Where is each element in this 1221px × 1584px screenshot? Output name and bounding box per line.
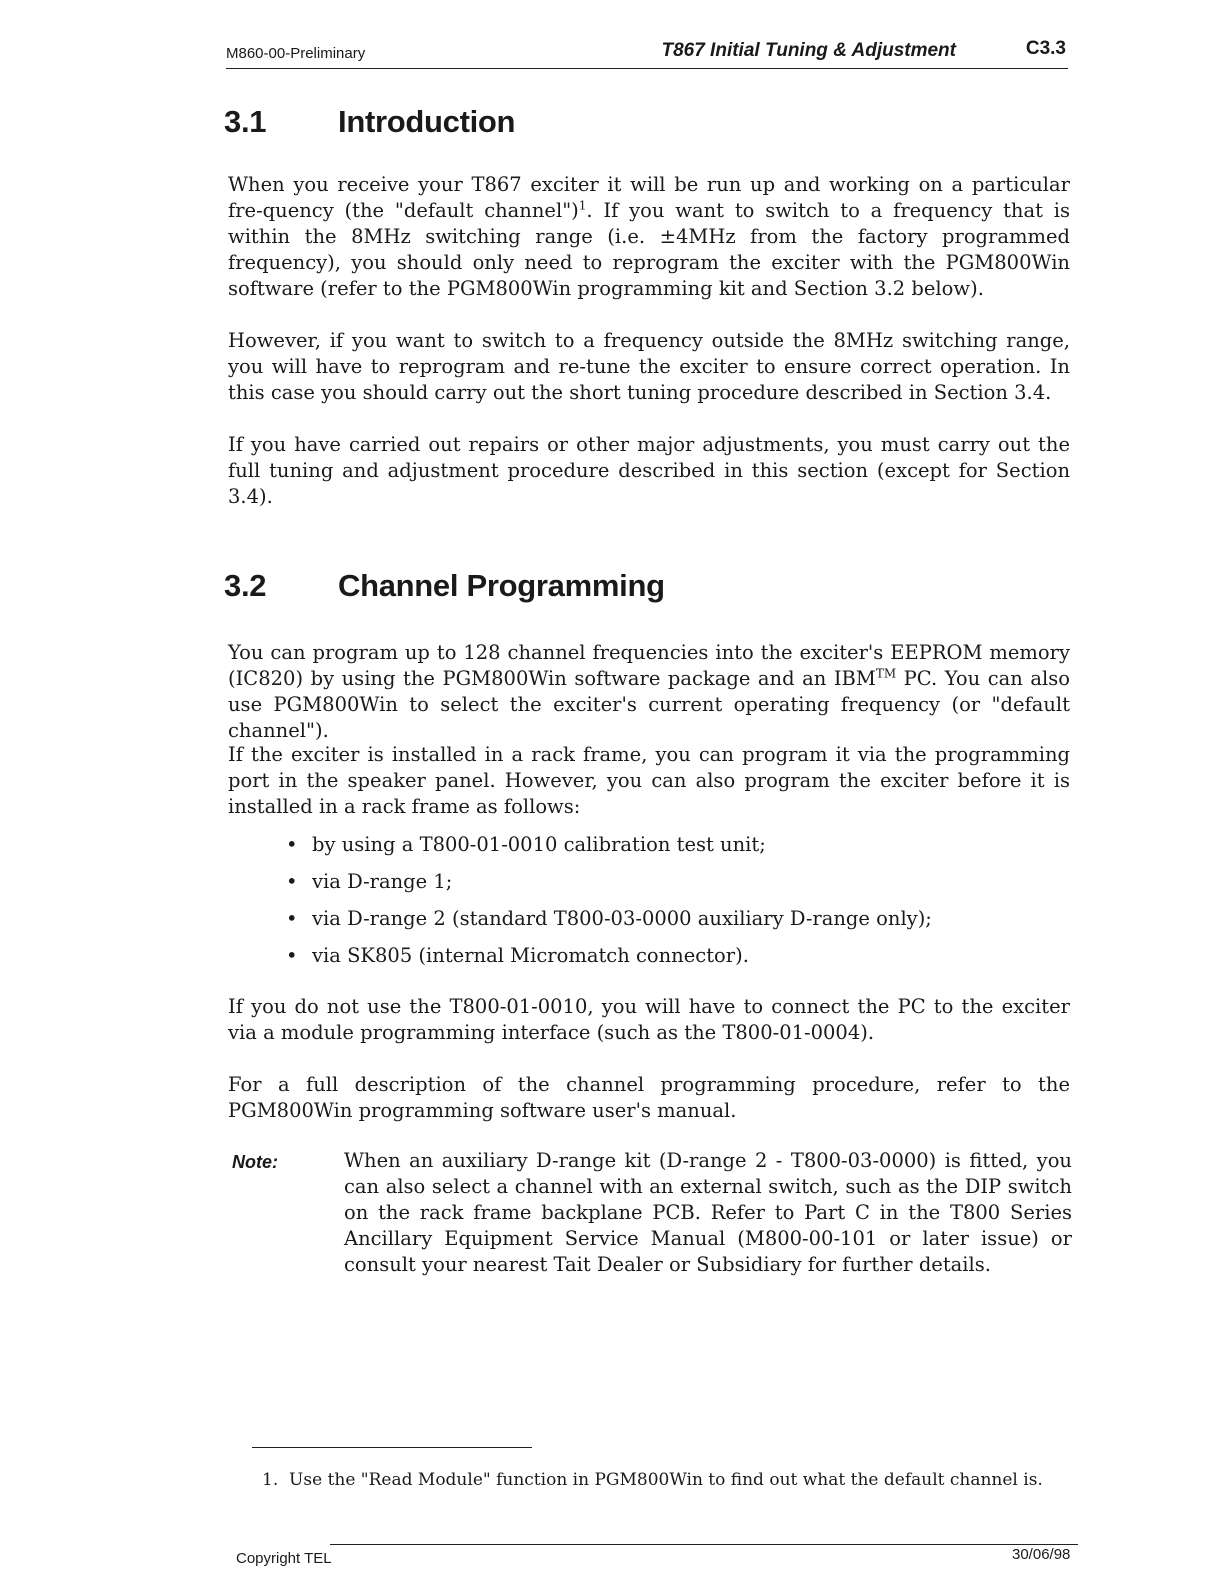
footnote — [262, 1470, 1043, 1490]
section-heading-channel-programming — [224, 568, 665, 604]
paragraph-text: If you do not use the T800-01-0010, you will have to connect the PC to the exciter via a module programming interface (such as the T800-01-0004). — [228, 995, 1070, 1044]
channel-paragraph-3 — [228, 994, 1070, 1046]
section-number: 3.2 — [224, 568, 267, 603]
programming-methods-list — [286, 832, 1066, 980]
trademark-mark: TM — [875, 666, 897, 681]
page-header — [226, 36, 1068, 69]
paragraph-text: If you have carried out repairs or other major adjustments, you must carry out the full tuning and adjustment procedure described in this section (except for Section 3.4). — [228, 433, 1070, 508]
footer-date: 30/06/98 — [1012, 1546, 1071, 1563]
channel-paragraph-4 — [228, 1072, 1070, 1124]
paragraph-text: If the exciter is installed in a rack frame, you can program it via the programming port in the speaker panel. However, you can also program the exciter before it is installed in a rack frame as follows: — [228, 743, 1070, 818]
paragraph-text: PC. You can also use PGM800Win to select the exciter's current operating frequency (or "default channel"). — [228, 667, 1071, 742]
list-item — [286, 832, 1066, 869]
note-label: Note: — [232, 1152, 278, 1172]
list-item-text: via D-range 2 (standard T800-03-0000 auxiliary D-range only); — [312, 907, 932, 930]
intro-paragraph-1 — [228, 172, 1070, 302]
list-item-text: via SK805 (internal Micromatch connector). — [312, 944, 749, 967]
doc-code: M860-00-Preliminary — [226, 45, 366, 62]
paragraph-text: When you receive your T867 exciter it will be run up and working on a particular fre-quency (the "default channel") — [228, 173, 1070, 222]
footnote-ref: 1 — [578, 198, 587, 213]
chapter-title: T867 Initial Tuning & Adjustment — [661, 40, 956, 61]
paragraph-text: For a full description of the channel programming procedure, refer to the PGM800Win programming software user's manual. — [228, 1073, 1070, 1122]
bullet-icon: • — [286, 944, 298, 967]
note-text: When an auxiliary D-range kit (D-range 2 - T800-03-0000) is fitted, you can also select a channel with an external switch, such as the DIP switch on the rack frame backplane PCB. Refer to Part C in the T800 Series Ancillary Equipment Service Manual (M800-00-101 or later issue) or consult your nearest Tait Dealer or Subsidiary for further details. — [344, 1149, 1072, 1276]
list-item-text: by using a T800-01-0010 calibration test unit; — [312, 833, 766, 856]
section-title: Introduction — [338, 104, 516, 139]
channel-paragraph-2 — [228, 742, 1070, 820]
list-item-text: via D-range 1; — [312, 870, 453, 893]
intro-paragraph-3 — [228, 432, 1070, 510]
bullet-icon: • — [286, 833, 298, 856]
footer-divider — [330, 1544, 1078, 1545]
page-number: C3.3 — [1025, 38, 1066, 59]
footnote-marker: 1. — [262, 1470, 279, 1490]
paragraph-text: . If you want to switch to a frequency that is within the 8MHz switching range (i.e. ±4MHz from the factory programmed frequency), you should only need to reprogram the exciter with the PGM800Win software (refer to the PGM800Win programming kit and Section 3.2 below). — [228, 199, 1070, 300]
paragraph-text: However, if you want to switch to a frequency outside the 8MHz switching range, you will have to reprogram and re-tune the exciter to ensure correct operation. In this case you should carry out the short tuning procedure described in Section 3.4. — [228, 329, 1070, 404]
list-item — [286, 906, 1066, 943]
list-item — [286, 869, 1066, 906]
footnote-text: Use the "Read Module" function in PGM800Win to find out what the default channel is. — [289, 1470, 1043, 1490]
bullet-icon: • — [286, 907, 298, 930]
list-item — [286, 943, 1066, 980]
section-number: 3.1 — [224, 104, 267, 139]
intro-paragraph-2 — [228, 328, 1070, 406]
bullet-icon: • — [286, 870, 298, 893]
section-heading-introduction — [224, 104, 515, 140]
footer-copyright: Copyright TEL — [236, 1550, 332, 1567]
paragraph-text: You can program up to 128 channel frequencies into the exciter's EEPROM memory (IC820) by using the PGM800Win software package and an IBM — [228, 641, 1070, 690]
footnote-divider — [252, 1447, 532, 1448]
section-title: Channel Programming — [338, 568, 665, 603]
channel-paragraph-1 — [228, 640, 1070, 744]
